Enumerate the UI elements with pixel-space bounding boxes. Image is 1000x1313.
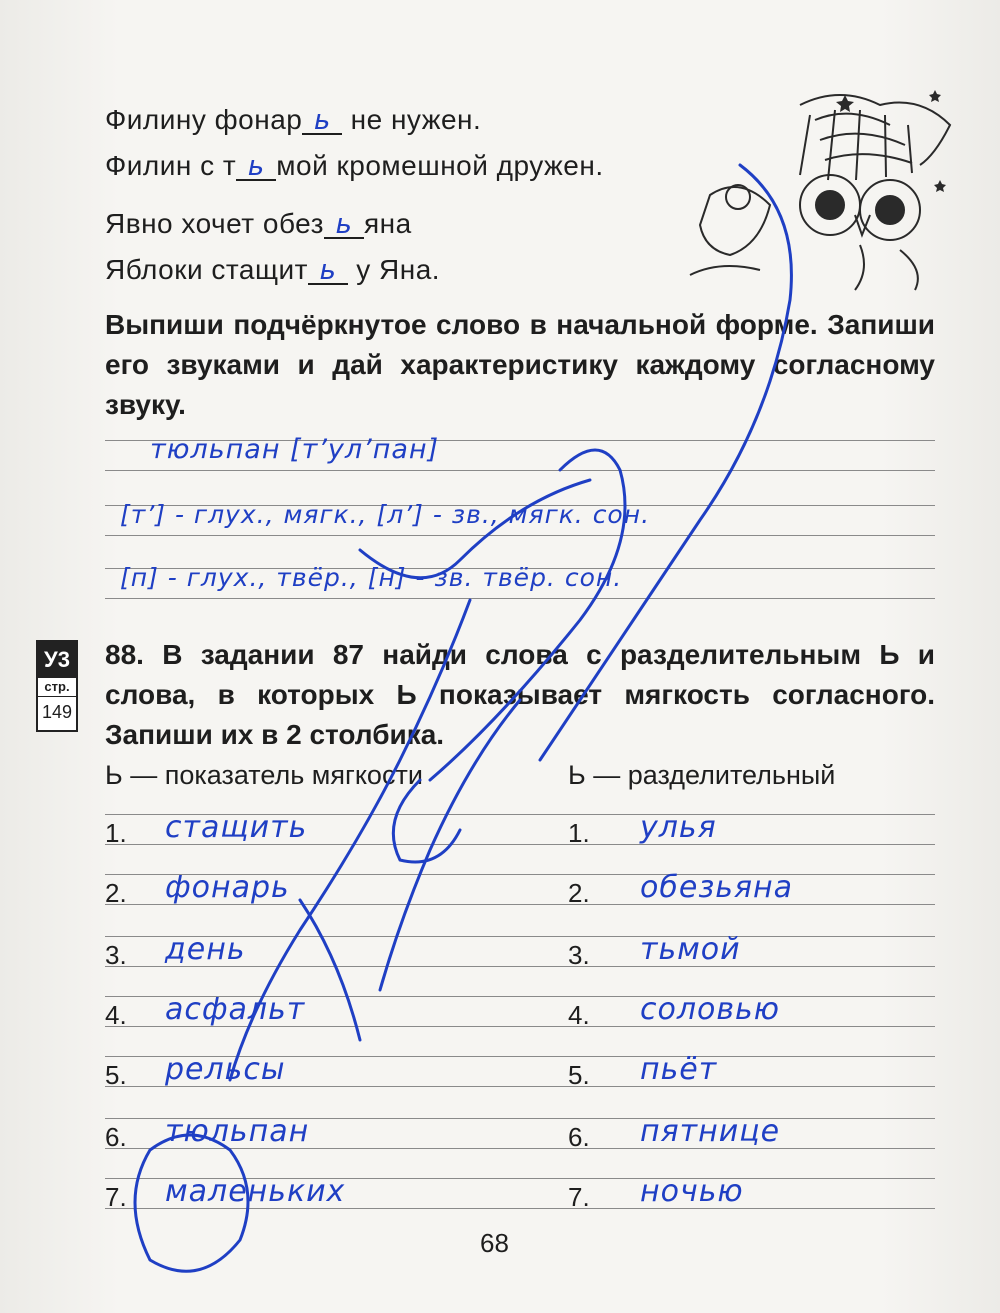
row-number-left: 7.	[105, 1182, 127, 1212]
verse-text: не нужен.	[342, 104, 482, 135]
right-column-word: обезьяна	[640, 870, 793, 905]
handwritten-letter: ь	[247, 149, 265, 182]
row-number-right: 5.	[568, 1060, 590, 1090]
handwritten-answer-2: [т’] - глух., мягк., [л’] - зв., мягк. сон.	[120, 500, 651, 529]
verse-text: Явно хочет обез	[105, 208, 324, 239]
right-column-word: тьмой	[640, 932, 741, 967]
row-number-right: 3.	[568, 940, 590, 970]
verse-text: мой кромешной дружен.	[276, 150, 604, 181]
left-column-word: фонарь	[165, 870, 290, 905]
ruled-line	[105, 535, 935, 536]
badge-label: У3	[38, 642, 76, 678]
verse-line-1	[105, 104, 481, 136]
ruled-line	[105, 470, 935, 471]
handwritten-answer-1: тюльпан [т’ул’пан]	[150, 434, 440, 465]
row-number-right: 6.	[568, 1122, 590, 1152]
verse-text: Филину фонар	[105, 104, 303, 135]
owl-illustration	[650, 85, 960, 295]
handwritten-letter: ь	[313, 103, 331, 136]
section-badge	[36, 640, 78, 732]
verse-text: яна	[363, 208, 412, 239]
row-number-right: 4.	[568, 1000, 590, 1030]
badge-sub: стр.	[44, 679, 70, 694]
right-column-word: улья	[640, 810, 717, 845]
right-column-word: ночью	[640, 1174, 744, 1209]
verse-text: Яблоки стащит	[105, 254, 308, 285]
task-88-instructions: 88. В задании 87 найди слова с разделительным Ь и слова, в которых Ь показывает мягкость согласного. Запиши их в 2 столбика.	[105, 639, 935, 750]
left-column-word: рельсы	[165, 1052, 286, 1087]
left-column-word: стащить	[165, 810, 308, 845]
left-column-word: маленьких	[165, 1174, 346, 1209]
left-column-header: Ь — показатель мягкости	[105, 760, 423, 790]
right-column-word: пьёт	[640, 1052, 718, 1087]
verse-line-4	[105, 254, 440, 286]
letter-blank	[236, 149, 276, 182]
verse-text: у Яна.	[347, 254, 441, 285]
left-column-word: день	[165, 932, 246, 967]
row-number-left: 3.	[105, 940, 127, 970]
verse-text: Филин с т	[105, 150, 237, 181]
row-number-left: 6.	[105, 1122, 127, 1152]
row-number-left: 1.	[105, 818, 127, 848]
handwritten-letter: ь	[335, 207, 353, 240]
row-number-left: 4.	[105, 1000, 127, 1030]
verse-line-2	[105, 150, 604, 182]
left-column-word: тюльпан	[165, 1114, 310, 1149]
row-number-left: 2.	[105, 878, 127, 908]
page-number: 68	[480, 1228, 509, 1258]
right-column-word: соловью	[640, 992, 780, 1027]
ruled-line	[105, 598, 935, 599]
handwritten-letter: ь	[319, 253, 337, 286]
letter-blank	[324, 207, 364, 240]
row-number-right: 2.	[568, 878, 590, 908]
handwritten-answer-3: [п] - глух., твёр., [н] - зв. твёр. сон.	[120, 563, 623, 592]
letter-blank	[308, 253, 348, 286]
row-number-right: 7.	[568, 1182, 590, 1212]
row-number-left: 5.	[105, 1060, 127, 1090]
right-column-header: Ь — разделительный	[568, 760, 836, 790]
row-number-right: 1.	[568, 818, 590, 848]
right-column-word: пятнице	[640, 1114, 781, 1149]
verse-line-3	[105, 208, 412, 240]
left-column-word: асфальт	[165, 992, 306, 1027]
task-87-instructions: Выпиши подчёркнутое слово в начальной форме. Запиши его звуками и дай характеристику каждому согласному звуку.	[105, 309, 935, 420]
letter-blank	[302, 103, 342, 136]
badge-page: 149	[38, 696, 76, 727]
